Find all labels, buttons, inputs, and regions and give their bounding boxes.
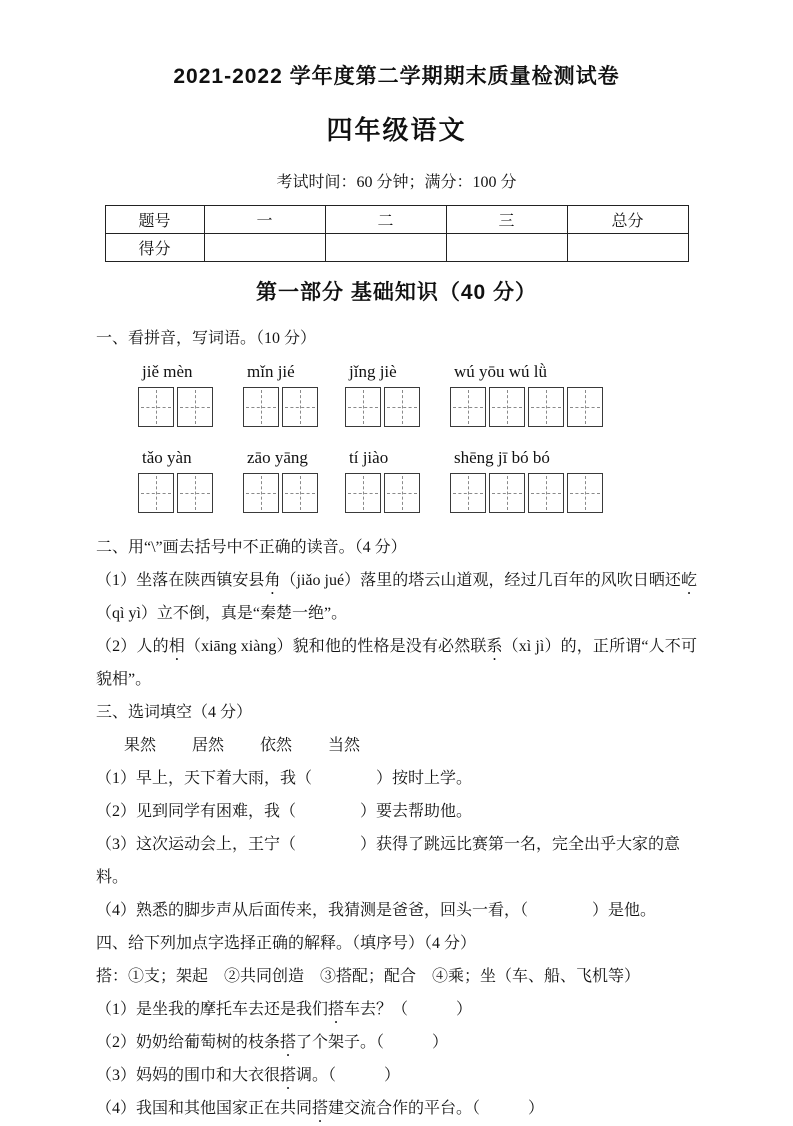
writing-grid-cell	[528, 387, 564, 427]
pinyin-label: mǐn jié	[247, 362, 295, 381]
writing-grid-cell	[345, 473, 381, 513]
writing-grid-cell	[177, 387, 213, 427]
score-table	[105, 205, 689, 262]
writing-grid-cell	[177, 473, 213, 513]
text-segment: （1）坐落在陕西镇安县	[96, 572, 265, 589]
writing-grid-cell	[282, 387, 318, 427]
score-row-label: 得分	[105, 234, 204, 262]
writing-grid	[345, 387, 420, 427]
question3-item-2: （2）见到同学有困难，我（ ）要去帮助他。	[96, 803, 473, 820]
pinyin-word-group	[243, 447, 318, 513]
pinyin-word-group	[450, 447, 603, 513]
writing-grid-cell	[567, 473, 603, 513]
question3-title: 三、选词填空（4 分）	[96, 704, 253, 721]
writing-grid-cell	[528, 473, 564, 513]
question2-item-2	[96, 630, 697, 696]
pinyin-label: zāo yāng	[247, 448, 308, 467]
question4-title: 四、给下列加点字选择正确的解释。（填序号）（4 分）	[96, 935, 477, 952]
pinyin-label: tǎo yàn	[142, 448, 192, 467]
score-table-header-row	[105, 206, 688, 234]
writing-grid-cell	[450, 473, 486, 513]
text-segment: （2）人的	[96, 638, 169, 655]
text-segment: （xì jì）的，正所谓“人不可貌相”。	[96, 638, 697, 688]
text-segment: （qì yì）立不倒，真是“秦楚一绝”。	[96, 605, 348, 622]
pinyin-row-2	[96, 447, 697, 521]
text-segment: （4）我国和其他国家正在共同	[96, 1100, 313, 1117]
score-cell	[567, 234, 688, 262]
writing-grid-cell	[489, 473, 525, 513]
emphasized-char: 屹	[680, 572, 697, 589]
text-segment: 车去？（ ）	[344, 1001, 473, 1018]
emphasized-char: 搭	[312, 1100, 329, 1117]
text-segment: 了个架子。（ ）	[296, 1034, 449, 1051]
score-table-header-total: 总分	[567, 206, 688, 234]
emphasized-char: 角	[264, 572, 281, 589]
question2-item-1	[96, 564, 697, 630]
pinyin-word-group	[243, 361, 318, 427]
pinyin-row-1	[96, 361, 697, 435]
pinyin-word-group	[450, 361, 603, 427]
writing-grid-cell	[243, 473, 279, 513]
score-cell	[325, 234, 446, 262]
writing-grid-cell	[450, 387, 486, 427]
writing-grid-cell	[567, 387, 603, 427]
text-segment: 建交流合作的平台。（ ）	[328, 1100, 545, 1117]
score-table-score-row	[105, 234, 688, 262]
text-segment: （2）奶奶给葡萄树的枝条	[96, 1034, 281, 1051]
writing-grid-cell	[384, 473, 420, 513]
writing-grid	[345, 473, 420, 513]
word-bank-option: 果然	[124, 737, 157, 754]
text-segment: （3）妈妈的围巾和大衣很	[96, 1067, 281, 1084]
text-segment: （1）是坐我的摩托车去还是我们	[96, 1001, 329, 1018]
emphasized-char: 系	[486, 638, 503, 655]
writing-grid-cell	[243, 387, 279, 427]
question4-item-4	[96, 1092, 697, 1125]
text-segment: （jiǎo jué）落里的塔云山道观，经过几百年的风吹日晒还	[280, 572, 681, 589]
document-title: 2021-2022 学年度第二学期期末质量检测试卷	[173, 65, 620, 88]
writing-grid	[450, 387, 603, 427]
writing-grid	[243, 387, 318, 427]
writing-grid	[243, 473, 318, 513]
score-table-header-label: 题号	[105, 206, 204, 234]
emphasized-char: 搭	[328, 1001, 345, 1018]
pinyin-label: tí jiào	[349, 448, 389, 467]
word-bank-option: 当然	[328, 737, 361, 754]
question1-title: 一、看拼音，写词语。（10 分）	[96, 330, 317, 347]
question2-title: 二、用“\”画去括号中不正确的读音。（4 分）	[96, 539, 407, 556]
writing-grid-cell	[138, 473, 174, 513]
part1-title: 第一部分 基础知识（40 分）	[255, 281, 538, 304]
question3-item-3: （3）这次运动会上，王宁（ ）获得了跳远比赛第一名，完全出乎大家的意料。	[96, 836, 681, 886]
word-bank-option: 依然	[260, 737, 293, 754]
emphasized-char: 搭	[280, 1067, 297, 1084]
writing-grid-cell	[282, 473, 318, 513]
pinyin-label: jiě mèn	[142, 362, 193, 381]
emphasized-char: 搭	[280, 1034, 297, 1051]
score-table-header-q1: 一	[204, 206, 325, 234]
score-cell	[204, 234, 325, 262]
writing-grid-cell	[138, 387, 174, 427]
document-subtitle: 四年级语文	[326, 115, 467, 145]
pinyin-label: shēng jī bó bó	[454, 448, 550, 467]
writing-grid-cell	[384, 387, 420, 427]
text-segment: 调。（ ）	[296, 1067, 401, 1084]
writing-grid-cell	[489, 387, 525, 427]
question4-item-2	[96, 1026, 697, 1059]
pinyin-label: wú yōu wú lǜ	[454, 362, 548, 381]
writing-grid-cell	[345, 387, 381, 427]
exam-info-line: 考试时间：60 分钟；满分：100 分	[276, 174, 517, 191]
question4-item-3	[96, 1059, 697, 1092]
score-cell	[446, 234, 567, 262]
pinyin-word-group	[138, 361, 213, 427]
question4-item-1	[96, 993, 697, 1026]
pinyin-word-group	[138, 447, 213, 513]
word-bank-option: 居然	[192, 737, 225, 754]
pinyin-word-group	[345, 361, 420, 427]
pinyin-word-group	[345, 447, 420, 513]
score-table-header-q3: 三	[446, 206, 567, 234]
question4-definitions: 搭：①支；架起 ②共同创造 ③搭配；配合 ④乘；坐（车、船、飞机等）	[96, 968, 641, 985]
emphasized-char: 相	[168, 638, 185, 655]
question3-item-1: （1）早上，天下着大雨，我（ ）按时上学。	[96, 770, 473, 787]
writing-grid	[138, 387, 213, 427]
pinyin-label: jǐng jiè	[349, 362, 397, 381]
question3-item-4: （4）熟悉的脚步声从后面传来，我猜测是爸爸，回头一看，（ ）是他。	[96, 902, 657, 919]
writing-grid	[450, 473, 603, 513]
word-bank	[96, 729, 697, 762]
score-table-header-q2: 二	[325, 206, 446, 234]
writing-grid	[138, 473, 213, 513]
text-segment: （xiāng xiàng）貌和他的性格是没有必然联	[184, 638, 487, 655]
